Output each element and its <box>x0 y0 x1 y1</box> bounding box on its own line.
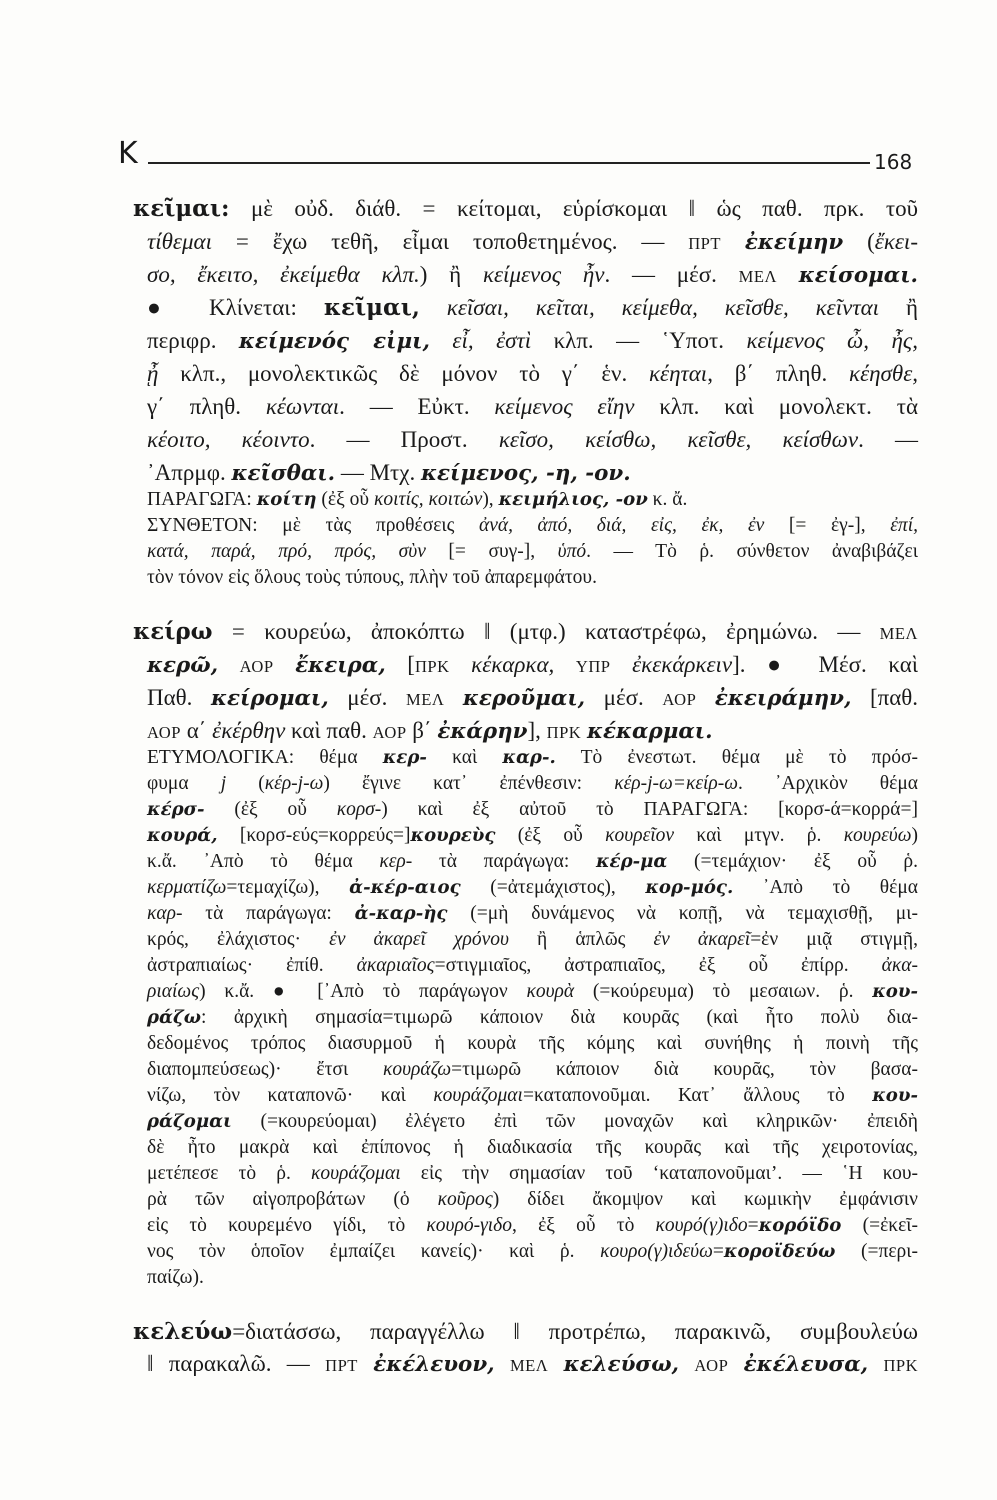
text-segment: [παθ. <box>851 685 919 710</box>
text-segment: κουράζω <box>382 1059 452 1080</box>
text-segment: ἔκει- <box>874 229 918 254</box>
text-segment: κεῖσαι, κεῖται, κείμεθα, κεῖσθε, κεῖνται <box>446 295 880 320</box>
text-segment: =διατάσσω, παραγγέλλω ‖ προτρέπω, παρακινῶ, συμβουλεύω <box>232 1319 918 1344</box>
text-segment: διαπομπεύσεως)· ἔτσι <box>147 1059 383 1080</box>
text-segment: ΠΑΡΑΓΩΓΑ: <box>147 489 257 510</box>
text-segment: κοιτίς, κοιτών <box>373 489 483 510</box>
text-segment: ᾿Απὸ τὸ θέμα <box>733 877 918 898</box>
text-line <box>147 1349 918 1379</box>
bold-form: κειμήλιος, -ον <box>498 489 648 510</box>
text-segment: . — Προστ. <box>309 427 499 452</box>
text-line <box>147 1213 918 1239</box>
bold-form: κερ- <box>382 747 427 768</box>
text-segment: =τιμωρῶ κάποιον διὰ κουρᾶς, τὸν βασα- <box>451 1059 918 1080</box>
text-line <box>147 1265 204 1291</box>
text-segment: ), <box>482 489 499 510</box>
text-segment: β΄ <box>406 718 438 743</box>
bold-form: ἔκειρα, <box>295 653 386 678</box>
text-segment: — Μτχ. <box>335 460 421 485</box>
text-segment: τὸν τόνον εἰς ὅλους τοὺς τύπους, πλὴν τοῦ ἀπαρεμφάτου. <box>147 567 597 588</box>
text-segment: τὰ παράγωγα: <box>412 851 596 872</box>
text-segment: κέρ-j-ω <box>264 773 324 794</box>
text-line <box>147 1109 918 1135</box>
text-segment <box>696 685 715 710</box>
text-segment <box>679 1351 694 1376</box>
text-segment: νος τὸν ὁποῖον ἐμπαίζει κανείς)· καὶ ῥ. <box>147 1241 601 1262</box>
text-line <box>147 513 918 539</box>
bold-form: ἐκέλευον, <box>373 1352 495 1377</box>
text-segment: [= ἐγ-], <box>764 515 891 536</box>
text-segment: ἀκα- <box>881 955 918 976</box>
text-segment: εἰς τὴν σημασίαν τοῦ ‘καταπονοῦμαι’. — ῾Η κου- <box>400 1163 918 1184</box>
text-segment: ΣΥΝΘΕΤΟΝ: μὲ τὰς προθέσεις <box>147 515 479 536</box>
text-segment: ], <box>527 718 547 743</box>
text-segment: (=κουρεύομαι) ἐλέγετο ἐπὶ τῶν μοναχῶν καὶ κληρικῶν· ἐπειδὴ <box>231 1111 918 1132</box>
bold-form: ράζω <box>147 1007 201 1028</box>
tense-abbreviation: ΠΡΚ <box>883 1356 919 1375</box>
text-segment <box>554 652 576 677</box>
bold-form: κορόϊδο <box>758 1215 842 1236</box>
text-segment: τίθεμαι <box>147 229 212 254</box>
text-segment <box>218 652 240 677</box>
bold-form: κείμενος, -η, -ον. <box>420 461 631 486</box>
text-line <box>147 1239 918 1265</box>
text-line <box>147 979 918 1005</box>
text-segment: κέοιτο, κέοιντο <box>147 427 310 452</box>
text-segment: κέησθε, <box>849 361 919 386</box>
page-number: 168 <box>874 150 913 174</box>
text-segment: (ἐξ οὗ <box>316 489 374 510</box>
text-segment: εἶ, ἐστὶ <box>452 328 532 353</box>
text-segment: = <box>747 1215 759 1236</box>
text-segment: δὲ ἦτο μακρὰ καὶ ἐπίπονος ἡ διαδικασία τῆς κουρᾶς καὶ τῆς χειροτονίας, <box>147 1137 918 1158</box>
bold-form: ἀ-κέρ-αιος <box>349 877 461 898</box>
text-segment: . — Εὐκτ. <box>339 394 495 419</box>
text-segment: =τεμαχίζω), <box>226 877 350 898</box>
bold-form: ἐκέλευσα, <box>743 1352 869 1377</box>
text-line <box>147 1005 918 1031</box>
text-segment: ἀκαριαῖος <box>356 955 435 976</box>
bold-form: κερῶ, <box>147 653 219 678</box>
text-segment: κουρεύω <box>843 825 912 846</box>
text-segment: (=μὴ δυνάμενος νὰ κοπῇ, νὰ τεμαχισθῇ, μι- <box>447 903 918 924</box>
text-line <box>147 953 918 979</box>
header-rule <box>148 162 870 164</box>
text-line <box>147 1161 918 1187</box>
entry-headword-line <box>133 1317 918 1347</box>
text-segment <box>495 1351 510 1376</box>
text-segment: κείμενος εἴην <box>494 394 635 419</box>
text-line <box>147 1031 918 1057</box>
text-line <box>147 359 918 389</box>
text-line <box>147 1187 918 1213</box>
text-segment: κέκαρκα, <box>471 652 555 677</box>
text-segment: ριαίως <box>147 981 200 1002</box>
text-segment: κορσ- <box>336 799 382 820</box>
text-segment: = <box>712 1241 724 1262</box>
text-line <box>147 1135 918 1161</box>
text-segment <box>728 1351 743 1376</box>
text-segment: =στιγμιαῖος, ἀστραπιαῖος, ἐξ οὗ ἐπίρρ. <box>434 955 882 976</box>
text-segment: καὶ <box>426 747 503 768</box>
text-segment: κείμενος ὦ, ἦς, <box>746 328 919 353</box>
text-segment: καὶ παθ. <box>285 718 373 743</box>
text-segment: φυμα <box>147 773 221 794</box>
text-segment: κέωνται <box>265 394 340 419</box>
text-segment: σο, ἔκειτο, ἐκείμεθα κλπ. <box>147 262 420 287</box>
bold-form: ἀ-καρ-ὴς <box>354 903 448 924</box>
text-line <box>147 227 918 257</box>
text-segment <box>358 1351 373 1376</box>
text-segment <box>274 652 296 677</box>
text-segment <box>868 1351 883 1376</box>
text-line <box>147 823 918 849</box>
text-segment: ἐπί, <box>890 515 918 536</box>
text-segment: : ἀρχικὴ σημασία=τιμωρῶ κάποιον διὰ κουρᾶς (καὶ ἦτο πολὺ δια- <box>201 1007 918 1028</box>
text-segment: =ἐν μιᾷ στιγμῇ, <box>750 929 918 950</box>
bold-form: κείμενός εἰμι, <box>238 329 430 354</box>
text-segment: νίζω, τὸν καταπονῶ· καὶ <box>147 1085 434 1106</box>
bold-form: κουρεὺς <box>410 825 496 846</box>
text-segment: κλπ. καὶ μονολεκτ. τὰ <box>634 394 918 419</box>
text-segment: (=ἐκεῖ- <box>841 1215 919 1236</box>
text-line <box>147 901 918 927</box>
text-segment: α΄ <box>180 718 213 743</box>
text-segment: κέηται <box>648 361 708 386</box>
tense-abbreviation: ΑΟΡ <box>147 723 181 742</box>
text-segment: (ἐξ οὗ <box>204 799 337 820</box>
text-segment: ᾖ <box>147 361 159 386</box>
text-segment: (=τεμάχιον· ἐξ οὗ ῥ. <box>667 851 919 872</box>
entry-headword-line <box>133 617 918 647</box>
text-line <box>147 1083 918 1109</box>
text-line <box>147 260 918 290</box>
text-segment: [ <box>385 652 415 677</box>
page-section-letter: K <box>118 136 138 171</box>
text-segment: ἐκέρθην <box>212 718 286 743</box>
bold-form: κορ-μός. <box>645 877 734 898</box>
text-segment: ) κ.ἄ. ● [᾿Απὸ τὸ παράγωγον <box>199 981 527 1002</box>
text-segment: κουρό(γ)ιδο <box>655 1215 748 1236</box>
tense-abbreviation: ΠΡΚ <box>546 723 582 742</box>
text-segment: ]. ● Μέσ. καὶ <box>732 652 919 677</box>
text-line <box>147 745 918 771</box>
text-segment: κουρὰ <box>526 981 575 1002</box>
text-segment: ) καὶ ἐξ αὐτοῦ τὸ ΠΑΡΑΓΩΓΑ: [κορσ-ά=κορρά=] <box>381 799 918 820</box>
text-segment: μέσ. <box>585 685 663 710</box>
bold-form: ἐκείμην <box>744 230 844 255</box>
bold-form: κέκαρμαι. <box>587 719 713 744</box>
text-segment: κερ- <box>379 851 413 872</box>
text-segment: μέσ. <box>328 685 406 710</box>
text-segment: ἢ ἁπλῶς <box>508 929 654 950</box>
text-segment: κουράζομαι <box>311 1163 401 1184</box>
bold-form: ἐκάρην <box>437 719 528 744</box>
text-segment: καὶ μτγν. ῥ. <box>674 825 844 846</box>
text-segment: [= συγ-], <box>425 541 558 562</box>
bold-form: κοροϊδεύω <box>723 1241 836 1262</box>
text-segment: παίζω). <box>147 1267 204 1288</box>
tense-abbreviation: ΑΟΡ <box>239 657 274 676</box>
text-segment: μὲ οὐδ. διάθ. = κείτομαι, εὑρίσκομαι ‖ ὡς παθ. πρκ. τοῦ <box>229 196 918 221</box>
text-line <box>147 849 918 875</box>
text-line <box>147 539 918 565</box>
bold-form: κεροῦμαι, <box>462 686 586 711</box>
text-segment: =καταπονοῦμαι. Κατ᾿ ἄλλους τὸ <box>522 1085 873 1106</box>
text-segment: = ἔχω τεθῆ, εἶμαι τοποθετημένος. — <box>212 229 689 254</box>
text-line <box>147 771 918 797</box>
bold-form: κέρ-μα <box>595 851 668 872</box>
bold-form: κελεύσω, <box>563 1352 679 1377</box>
text-line <box>147 875 918 901</box>
text-segment: = κουρεύω, ἀποκόπτω ‖ (μτφ.) καταστρέφω, ἐρημώνω. — <box>212 619 880 644</box>
headword: κείρω <box>133 618 213 645</box>
text-segment: ἐκεκάρκειν <box>632 652 733 677</box>
text-segment: , ἐξ οὗ τὸ <box>512 1215 656 1236</box>
text-segment: ἐν ἀκαρεῖ <box>653 929 751 950</box>
text-segment: Παθ. <box>147 685 211 710</box>
text-segment: δεδομένος τρόπος διασυρμοῦ ἡ κουρὰ τῆς κόμης καὶ συνήθης ἡ ποινὴ τῆς <box>147 1033 918 1054</box>
tense-abbreviation: ΑΟΡ <box>372 723 407 742</box>
text-segment <box>548 1351 563 1376</box>
text-segment: , β΄ πληθ. <box>707 361 850 386</box>
text-segment <box>721 229 745 254</box>
bold-form: ράζομαι <box>147 1111 232 1132</box>
text-segment: ( <box>843 229 875 254</box>
bold-form: κέρσ- <box>147 799 205 820</box>
text-segment: κουρό-γιδο <box>426 1215 512 1236</box>
text-segment: ( <box>226 773 265 794</box>
text-segment: κουρεῖον <box>605 825 675 846</box>
text-segment: γ΄ πληθ. <box>147 394 266 419</box>
text-segment: ) ἔγινε κατ᾿ ἐπένθεσιν: <box>323 773 615 794</box>
text-segment: ᾿Απρμφ. <box>147 460 232 485</box>
text-line <box>147 487 687 513</box>
text-segment: κερματίζω <box>147 877 227 898</box>
headword: κεῖμαι: <box>133 195 230 222</box>
text-line <box>147 927 918 953</box>
text-segment: . ᾿Αρχικὸν θέμα <box>738 773 918 794</box>
text-segment: κεῖσο, κείσθω, κεῖσθε, κείσθων <box>498 427 859 452</box>
bold-form: κουρά, <box>147 825 218 846</box>
tense-abbreviation: ΠΡΚ <box>414 657 450 676</box>
text-line <box>147 683 918 713</box>
text-segment <box>430 328 452 353</box>
text-segment: καρ- <box>147 903 183 924</box>
bold-form: κείρομαι, <box>211 686 329 711</box>
text-segment: ) ἢ <box>419 262 483 287</box>
text-line <box>147 1057 918 1083</box>
text-segment: κ. ἄ. <box>647 489 688 510</box>
text-line <box>147 425 918 455</box>
text-segment <box>450 652 472 677</box>
text-line <box>147 797 918 823</box>
text-segment: κλπ., μονολεκτικῶς δὲ μόνον τὸ γ΄ ἑν. <box>158 361 649 386</box>
text-segment: κρός, ἐλάχιστος· <box>147 929 330 950</box>
tense-abbreviation: ΥΠΡ <box>575 657 611 676</box>
text-segment <box>444 685 463 710</box>
text-segment: ΕΤΥΜΟΛΟΓΙΚΑ: θέμα <box>147 747 383 768</box>
text-segment: ἀστραπιαίως· ἐπίθ. <box>147 955 357 976</box>
bold-form: κου- <box>872 981 918 1002</box>
text-segment: κουρο(γ)ιδεύω <box>600 1241 713 1262</box>
text-segment: τὰ παράγωγα: <box>182 903 355 924</box>
bold-form: κεῖσθαι. <box>231 461 336 486</box>
tense-abbreviation: ΠΡΤ <box>325 1356 358 1375</box>
text-segment: κατά, παρά, πρό, πρός, σὺν <box>147 541 426 562</box>
tense-abbreviation: ΠΡΤ <box>688 234 721 253</box>
headword: κελεύω <box>133 1318 233 1345</box>
tense-abbreviation: ΜΕΛ <box>406 690 445 709</box>
text-segment: [κορσ-εύς=κορρεύς=] <box>217 825 411 846</box>
text-segment: (ἐξ οὗ <box>495 825 606 846</box>
text-segment <box>611 652 633 677</box>
text-segment: κέρ-j-ω=κείρ-ω <box>614 773 739 794</box>
text-segment: εἰς τὸ κουρεμένο γίδι, τὸ <box>147 1215 427 1236</box>
text-line <box>147 650 918 680</box>
text-segment: ἢ <box>879 295 919 320</box>
bold-form: κοίτη <box>256 489 317 510</box>
text-segment: κείμενος ἦν <box>482 262 605 287</box>
tense-abbreviation: ΑΟΡ <box>694 1356 729 1375</box>
text-segment: (=περι- <box>835 1241 918 1262</box>
text-segment: κλπ. — ῾Υποτ. <box>531 328 747 353</box>
text-segment: . — μέσ. <box>604 262 739 287</box>
text-segment <box>420 295 447 320</box>
text-line <box>147 716 713 746</box>
tense-abbreviation: ΑΟΡ <box>662 690 697 709</box>
bold-form: κου- <box>872 1085 918 1106</box>
text-segment: ὑπό <box>557 541 587 562</box>
text-line <box>147 565 597 591</box>
text-segment: ) <box>911 825 919 846</box>
tense-abbreviation: ΜΕΛ <box>509 1356 549 1375</box>
text-segment: ● Κλίνεται: <box>147 295 324 320</box>
tense-abbreviation: ΜΕΛ <box>879 624 918 643</box>
text-segment: κουράζομαι <box>433 1085 523 1106</box>
text-segment: . — Τὸ ῥ. σύνθετον ἀναβιβάζει <box>586 541 918 562</box>
text-segment: ‖ παρακαλῶ. — <box>147 1351 326 1376</box>
text-segment: ) δίδει ἄκομψον καὶ κωμικὴν ἐμφάνισιν <box>492 1189 918 1210</box>
bold-form: κείσομαι. <box>798 263 919 288</box>
text-segment: ρὰ τῶν αἰγοπροβάτων (ὁ <box>147 1189 438 1210</box>
text-line <box>147 392 918 422</box>
text-segment: Τὸ ἐνεστωτ. θέμα μὲ τὸ πρόσ- <box>555 747 918 768</box>
text-segment: ἀνά, ἀπό, διά, εἰς, ἐκ, ἐν <box>478 515 765 536</box>
text-line <box>147 326 918 356</box>
bold-form: ἐκειράμην, <box>714 686 852 711</box>
text-segment: ἐν ἀκαρεῖ χρόνου <box>329 929 509 950</box>
headword: κεῖμαι, <box>323 294 420 321</box>
text-segment: μετέπεσε τὸ ῥ. <box>147 1163 311 1184</box>
tense-abbreviation: ΜΕΛ <box>738 267 777 286</box>
bold-form: καρ-. <box>502 747 556 768</box>
entry-headword-line <box>133 194 918 224</box>
text-segment: περιφρ. <box>147 328 239 353</box>
text-segment: (=ἀτεμάχιστος), <box>460 877 646 898</box>
text-segment: j <box>220 773 227 794</box>
text-line <box>147 293 918 323</box>
text-segment: (=κούρευμα) τὸ μεσαιων. ῥ. <box>574 981 873 1002</box>
text-segment: κ.ἄ. ᾿Απὸ τὸ θέμα <box>147 851 380 872</box>
text-segment: . — <box>858 427 918 452</box>
text-segment: κοῦρος <box>437 1189 493 1210</box>
text-line <box>147 458 631 488</box>
text-segment <box>777 262 799 287</box>
